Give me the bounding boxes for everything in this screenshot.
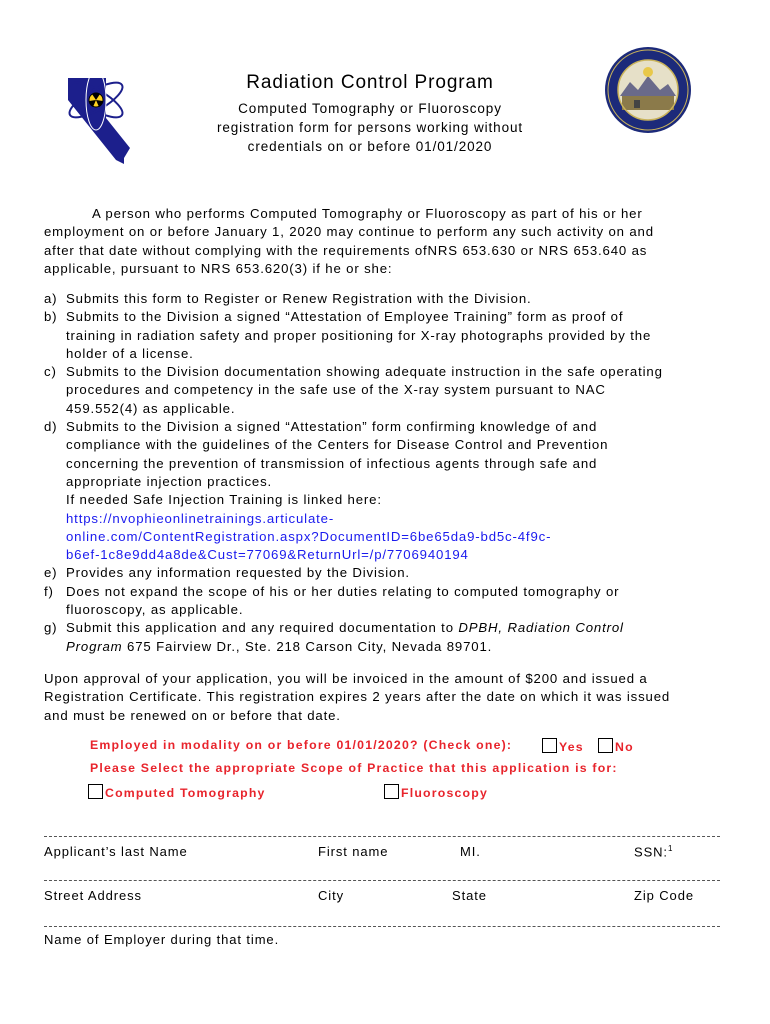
street-address-label: Street Address: [44, 888, 142, 903]
employed-question: [90, 738, 512, 752]
fluoro-checkbox[interactable]: [384, 784, 399, 799]
city-label: City: [318, 888, 344, 903]
list-text: Provides any information requested by the Division.: [66, 565, 410, 581]
intro-line: A person who performs Computed Tomography or Fluoroscopy as part of his or her: [92, 206, 643, 221]
list-text: If needed Safe Injection Training is linked here:: [66, 492, 382, 508]
link-line[interactable]: https://nvophieonlinetrainings.articulate-: [66, 510, 335, 526]
intro-paragraph: [44, 205, 724, 278]
list-text: Does not expand the scope of his or her duties relating to computed tomography or: [66, 583, 620, 599]
list-marker: a): [44, 291, 58, 306]
subtitle-line: Computed Tomography or Fluoroscopy: [238, 101, 502, 116]
form-subtitle: [150, 99, 590, 156]
requirements-list: [44, 290, 724, 656]
ct-option[interactable]: [88, 784, 266, 800]
no-option[interactable]: [598, 738, 634, 754]
division-address: 675 Fairview Dr., Ste. 218 Carson City, Nevada 89701.: [122, 638, 493, 654]
intro-line: employment on or before January 1, 2020 may continue to perform any such activity on and: [44, 224, 654, 240]
list-marker: b): [44, 309, 58, 325]
list-text: appropriate injection practices.: [66, 473, 273, 489]
list-text: 459.552(4) as applicable.: [66, 400, 236, 416]
list-item-b: [44, 308, 724, 363]
no-checkbox[interactable]: [598, 738, 613, 753]
ct-label: Computed Tomography: [105, 786, 266, 800]
state-label: State: [452, 888, 487, 903]
list-marker: g): [44, 620, 58, 636]
list-text: Submits to the Division a signed “Attestation of Employee Training” form as proof of: [66, 309, 624, 325]
nevada-radiation-logo: [66, 70, 132, 164]
safe-injection-link[interactable]: [66, 510, 724, 565]
address-line[interactable]: [44, 880, 720, 881]
list-text: training in radiation safety and proper positioning for X-ray photographs provided by the: [66, 327, 652, 343]
list-text: procedures and competency in the safe use of the X-ray system pursuant to NAC: [66, 382, 606, 398]
employer-line[interactable]: [44, 926, 720, 927]
zip-code-label: Zip Code: [634, 888, 694, 903]
link-line[interactable]: b6ef-1c8e9dd4a8de&Cust=77069&ReturnUrl=/p/7706940194: [66, 547, 469, 563]
list-item-c: [44, 363, 724, 418]
list-text: holder of a license.: [66, 345, 194, 361]
list-item-a: [44, 290, 724, 308]
ssn-footnote-mark: 1: [667, 844, 674, 853]
list-marker: d): [44, 419, 58, 435]
list-marker: f): [44, 583, 54, 599]
yes-label: Yes: [559, 740, 584, 754]
list-text: Submits this form to Register or Renew Registration with the Division.: [66, 291, 532, 306]
list-item-e: [44, 564, 724, 582]
division-address-name: Program: [66, 638, 123, 654]
approval-line: Registration Certificate. This registration expires 2 years after the date on which it was issued: [44, 689, 671, 705]
ssn-label-text: SSN:: [634, 844, 668, 860]
ct-checkbox[interactable]: [88, 784, 103, 799]
scope-question: Please Select the appropriate Scope of Practice that this application is for:: [90, 761, 618, 775]
yes-option[interactable]: [542, 738, 584, 754]
fluoro-label: Fluoroscopy: [401, 786, 488, 800]
division-address-name: DPBH, Radiation Control: [458, 620, 624, 636]
yes-checkbox[interactable]: [542, 738, 557, 753]
list-item-f: [44, 583, 724, 620]
nevada-state-seal: [604, 46, 692, 134]
approval-paragraph: [44, 670, 724, 725]
last-name-label: Applicant’s last Name: [44, 844, 188, 859]
fluoro-option[interactable]: [384, 784, 488, 800]
list-text: fluoroscopy, as applicable.: [66, 602, 244, 618]
employer-name-label: Name of Employer during that time.: [44, 932, 280, 947]
ssn-label: [634, 844, 673, 859]
subtitle-line: registration form for persons working without: [216, 120, 524, 135]
intro-line: applicable, pursuant to NRS 653.620(3) if he or she:: [44, 260, 393, 276]
applicant-name-line[interactable]: [44, 836, 720, 837]
intro-line: after that date without complying with the requirements ofNRS 653.630 or NRS 653.640 as: [44, 242, 648, 258]
list-marker: e): [44, 565, 58, 581]
approval-line: Upon approval of your application, you will be invoiced in the amount of $200 and issued a: [44, 671, 648, 686]
employed-question-text: Employed in modality on or before 01/01/2020? (Check one):: [90, 738, 513, 752]
list-marker: c): [44, 364, 57, 380]
first-name-label: First name: [318, 844, 389, 859]
page-title: Radiation Control Program: [246, 72, 494, 93]
list-text: concerning the prevention of transmission of infectious agents through safe and: [66, 455, 598, 471]
link-line[interactable]: online.com/ContentRegistration.aspx?DocumentID=6be65da9-bd5c-4f9c-: [66, 528, 552, 544]
list-item-g: [44, 619, 724, 656]
list-text: compliance with the guidelines of the Centers for Disease Control and Prevention: [66, 437, 609, 453]
approval-line: and must be renewed on or before that date.: [44, 707, 341, 723]
subtitle-line: credentials on or before 01/01/2020: [247, 139, 493, 154]
list-text: Submits to the Division a signed “Attestation” form confirming knowledge of and: [66, 419, 598, 435]
no-label: No: [615, 740, 634, 754]
mi-label: MI.: [460, 844, 481, 859]
list-text: Submit this application and any required documentation to: [66, 620, 459, 636]
list-item-d: [44, 418, 724, 564]
list-text: Submits to the Division documentation showing adequate instruction in the safe operating: [66, 364, 663, 380]
